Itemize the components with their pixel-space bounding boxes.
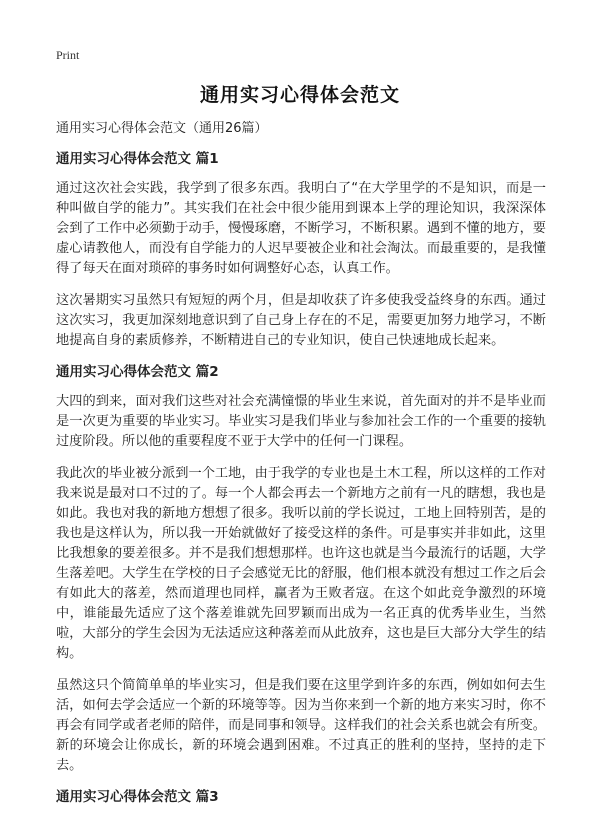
paragraph: 我此次的毕业被分派到一个工地，由于我学的专业也是土木工程，所以这样的工作对我来说是最对口不过的了。每一个人都会再去一个新地方之前有一凡的瞎想，我也是如此。我也对我的新地方想想了很多。我听以前的学长说过，工地上回特别苦，是的我也是这样认为，所以我一开始就做好了接受这样的条件。可是事实并非如此，这里比我想象的要差很多。并不是我们想想那样。也许这也就是当今最流行的话题，大学生落差吧。大学生在学校的日子会感觉无比的舒服，他们根本就没有想过工作之后会有如此大的落差，然而道理也同样，赢者为王败者寇。在这个如此竞争激烈的环境中，谁能最先适应了这个落差谁就先回罗颖而出成为一名正真的优秀毕业生，当然啦，大部分的学生会因为无法适应这种落差而从此放弃，这也是巨大部分大学生的结构。 xyxy=(56,466,546,661)
section-heading: 通用实习心得体会范文 篇1 xyxy=(56,151,219,167)
document-body xyxy=(56,120,546,817)
page-title: 通用实习心得体会范文 xyxy=(199,84,400,106)
paragraph: 通过这次社会实践，我学到了很多东西。我明白了“在大学里学的不是知识，而是一种叫做自学的能力”。其实我们在社会中很少能用到课本上学的理论知识，我深深体会到了工作中必须勤于动手，慢慢琢磨，不断学习，不断积累。遇到不懂的地方，要虚心请教他人，而没有自学能力的人迟早要被企业和社会淘汰。而最重要的，是我懂得了每天在面对琐碎的事务时如何调整好心态，认真工作。 xyxy=(56,181,546,276)
paragraph: 大四的到来，面对我们这些对社会充满憧憬的毕业生来说，首先面对的并不是毕业而是一次更为重要的毕业实习。毕业实习是我们毕业与参加社会工作的一个重要的接轨过度阶段。所以他的重要程度不亚于大学中的任何一门课程。 xyxy=(56,394,546,449)
paragraph: 这次暑期实习虽然只有短短的两个月，但是却收获了许多使我受益终身的东西。通过这次实习，我更加深刻地意识到了自己身上存在的不足，需要更加努力地学习，不断地提高自身的素质修养，不断精进自己的专业知识，使自己快速地成长起来。 xyxy=(56,293,546,348)
section-heading: 通用实习心得体会范文 篇2 xyxy=(56,364,219,380)
print-link[interactable]: Print xyxy=(56,48,80,62)
paragraph: 虽然这只个简简单单的毕业实习，但是我们要在这里学到许多的东西，例如如何去生活，如何去学会适应一个新的环境等等。因为当你来到一个新的地方来实习时，你不再会有同学或者老师的陪伴，而是同事和领导。这样我们的社会关系也就会有所变。新的环境会让你成长，新的环境会遇到困难。不过真正的胜利的坚持，坚持的走下去。 xyxy=(56,678,546,773)
section-1 xyxy=(56,150,546,351)
document-subtitle: 通用实习心得体会范文（通用26篇） xyxy=(56,121,268,136)
section-heading: 通用实习心得体会范文 篇3 xyxy=(56,789,219,805)
section-2 xyxy=(56,363,546,776)
section-3 xyxy=(56,788,546,806)
